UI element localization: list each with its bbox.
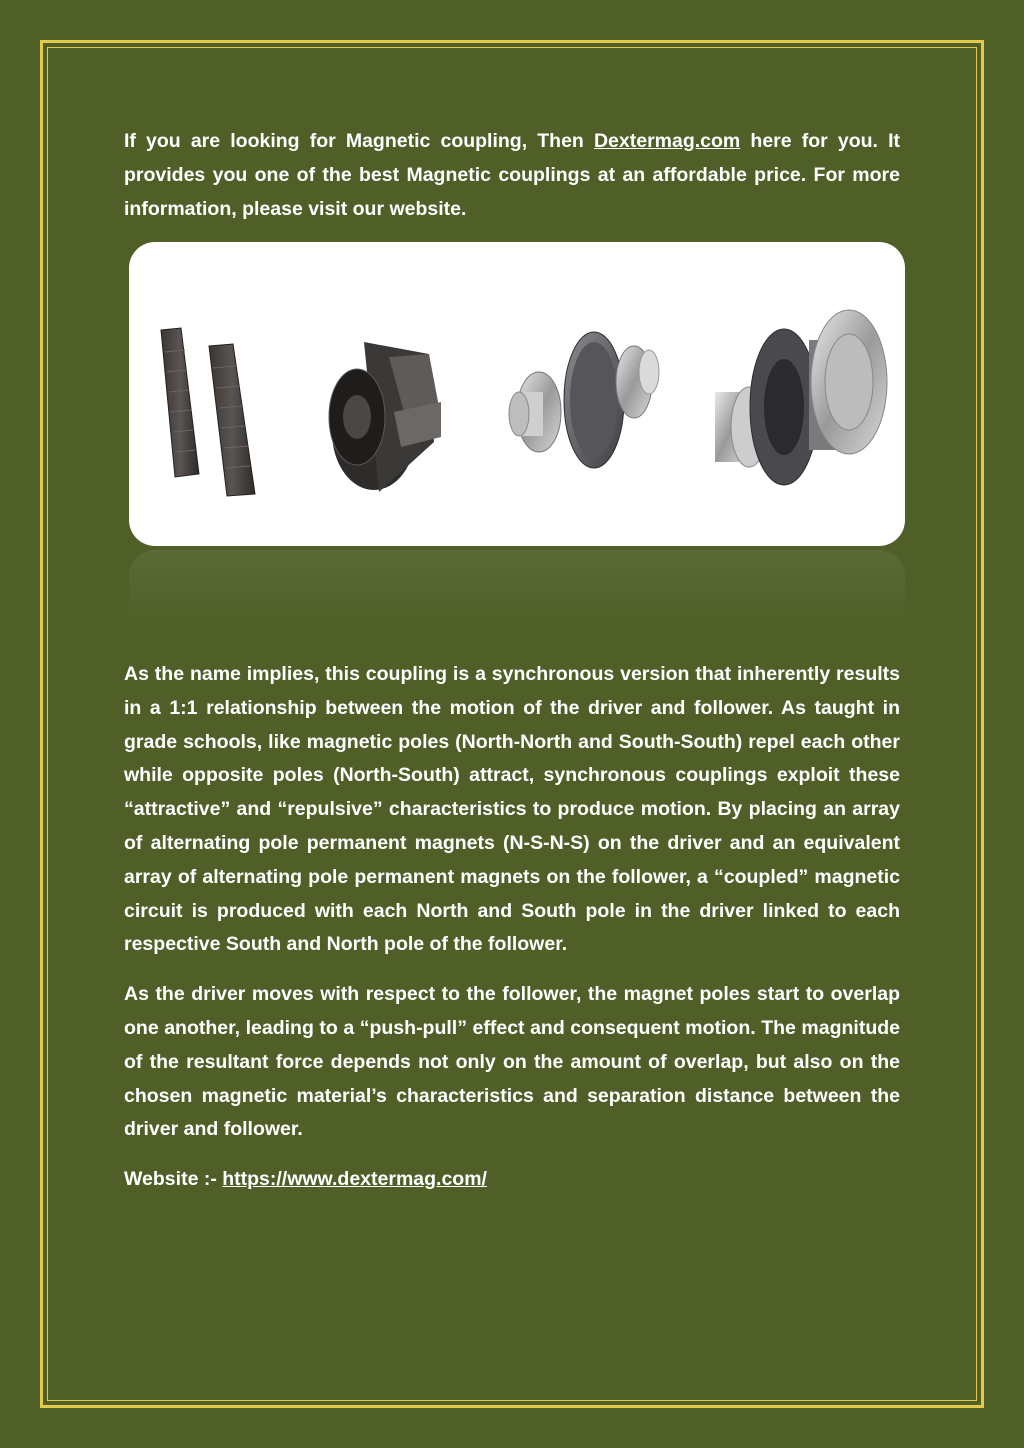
paragraph-driver-motion: As the driver moves with respect to the follower, the magnet poles start to overlap one another, leading to a “push-pull” effect and consequent motion. The magnitude of the resultant force depends not only on the amount of overlap, but also on the chosen magnetic material’s characteristics and separation distance between the driver and follower. — [124, 983, 900, 1141]
body-section — [124, 658, 900, 1213]
website-line — [124, 1163, 900, 1197]
image-reflection — [129, 550, 905, 630]
intro-section — [124, 124, 900, 226]
flange-coupling — [715, 310, 887, 485]
dextermag-link[interactable]: Dextermag.com — [593, 130, 741, 152]
intro-paragraph: If you are looking for Magnetic coupling, Then Dextermag.com here for you. It provides you one of the best Magnetic couplings at an affordable price. For more information, please visit our website. — [124, 130, 900, 220]
disc-coupling — [509, 332, 659, 468]
paragraph-synchronous: As the name implies, this coupling is a synchronous version that inherently results in a 1:1 relationship between the motion of the driver and follower. As taught in grade schools, like magnetic poles (North-North and South-South) repel each other while opposite poles (North-South) attract, synchronous couplings exploit these “attractive” and “repulsive” characteristics to produce motion. By placing an array of alternating pole permanent magnets (N-S-N-S) on the driver and an equivalent array of alternating pole permanent magnets on the follower, a “coupled” magnetic circuit is produced with each North and South pole in the driver linked to each respective South and North pole of the follower. — [124, 663, 900, 956]
website-label: Website :- — [124, 1168, 223, 1191]
magnet-plates — [161, 328, 255, 496]
magnetic-couplings-image — [129, 242, 905, 546]
website-link[interactable]: https://www.dextermag.com/ — [222, 1168, 487, 1191]
cylindrical-coupling — [329, 342, 441, 492]
